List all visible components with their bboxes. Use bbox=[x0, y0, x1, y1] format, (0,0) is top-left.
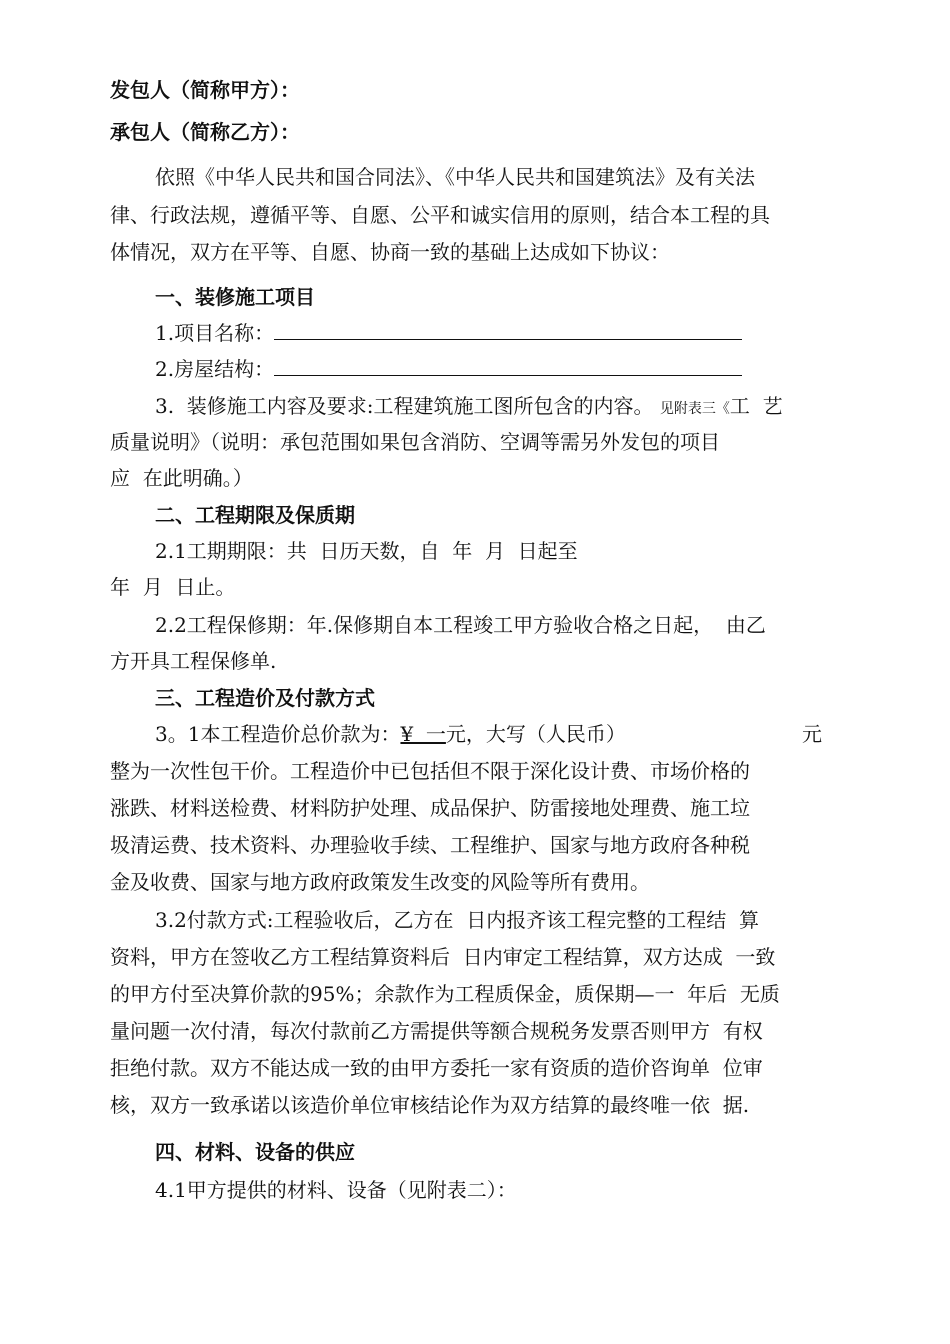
party-b-label: 承包人（简称乙方）： bbox=[110, 120, 300, 144]
scope-line: 质量说明》（说明：承包范围如果包含消防、空调等需另外发包的项目 bbox=[110, 430, 720, 454]
section-1-title: 一、装修施工项目 bbox=[155, 285, 315, 309]
project-name-row bbox=[155, 320, 742, 346]
intro-line: 依照《中华人民共和国合同法》、《中华人民共和国建筑法》及有关法 bbox=[155, 165, 755, 189]
price-line: 整为一次性包干价。工程造价中已包括但不限于深化设计费、市场价格的 bbox=[110, 759, 750, 783]
price-amount: ¥ 一 bbox=[400, 722, 446, 746]
materials-line: 4.1甲方提供的材料、设备（见附表二）： bbox=[155, 1178, 517, 1202]
scope-line bbox=[155, 393, 783, 422]
project-name-blank[interactable] bbox=[274, 323, 742, 340]
payment-line: 的甲方付至决算价款的95%；余款作为工程质保金，质保期—一 年后 无质 bbox=[110, 982, 780, 1006]
structure-blank[interactable] bbox=[274, 359, 742, 376]
price-prefix: 3。1本工程造价总价款为： bbox=[155, 722, 401, 746]
scope-text: 3. 装修施工内容及要求:工程建筑施工图所包含的内容。 bbox=[155, 394, 654, 418]
period-line: 2.1工期期限：共 日历天数，自 年 月 日起至 bbox=[155, 539, 578, 563]
scope-note: 见附表三《 bbox=[659, 401, 730, 417]
intro-line: 律、行政法规，遵循平等、自愿、公平和诚实信用的原则，结合本工程的具 bbox=[110, 203, 770, 227]
price-line bbox=[155, 721, 626, 747]
price-unit: 元 bbox=[802, 722, 822, 746]
section-2-title: 二、工程期限及保质期 bbox=[155, 503, 355, 527]
price-mid: 元，大写（人民币） bbox=[445, 722, 626, 746]
payment-line: 拒绝付款。双方不能达成一致的由甲方委托一家有资质的造价咨询单 位审 bbox=[110, 1056, 763, 1080]
period-line: 年 月 日止。 bbox=[110, 575, 236, 599]
intro-line: 体情况，双方在平等、自愿、协商一致的基础上达成如下协议： bbox=[110, 240, 670, 264]
warranty-line: 方开具工程保修单. bbox=[110, 649, 277, 673]
warranty-line: 2.2工程保修期：年.保修期自本工程竣工甲方验收合格之日起， 由乙 bbox=[155, 613, 766, 637]
party-a-label: 发包人（简称甲方）： bbox=[110, 78, 300, 102]
payment-line: 量问题一次付清，每次付款前乙方需提供等额合规税务发票否则甲方 有权 bbox=[110, 1019, 763, 1043]
structure-row bbox=[155, 356, 742, 382]
section-3-title: 三、工程造价及付款方式 bbox=[155, 686, 375, 710]
price-line: 涨跌、材料送检费、材料防护处理、成品保护、防雷接地处理费、施工垃 bbox=[110, 796, 750, 820]
scope-line: 应 在此明确。） bbox=[110, 466, 253, 490]
project-name-label: 1.项目名称： bbox=[155, 321, 275, 345]
payment-line: 资料，甲方在签收乙方工程结算资料后 日内审定工程结算，双方达成 一致 bbox=[110, 945, 776, 969]
section-4-title: 四、材料、设备的供应 bbox=[155, 1140, 355, 1164]
structure-label: 2.房屋结构： bbox=[155, 357, 275, 381]
price-line: 金及收费、国家与地方政府政策发生改变的风险等所有费用。 bbox=[110, 870, 650, 894]
scope-tail: 工 艺 bbox=[729, 394, 783, 418]
price-line: 圾清运费、技术资料、办理验收手续、工程维护、国家与地方政府各种税 bbox=[110, 833, 750, 857]
payment-line: 3.2付款方式:工程验收后，乙方在 日内报齐该工程完整的工程结 算 bbox=[155, 908, 759, 932]
payment-line: 核，双方一致承诺以该造价单位审核结论作为双方结算的最终唯一依 据. bbox=[110, 1093, 750, 1117]
